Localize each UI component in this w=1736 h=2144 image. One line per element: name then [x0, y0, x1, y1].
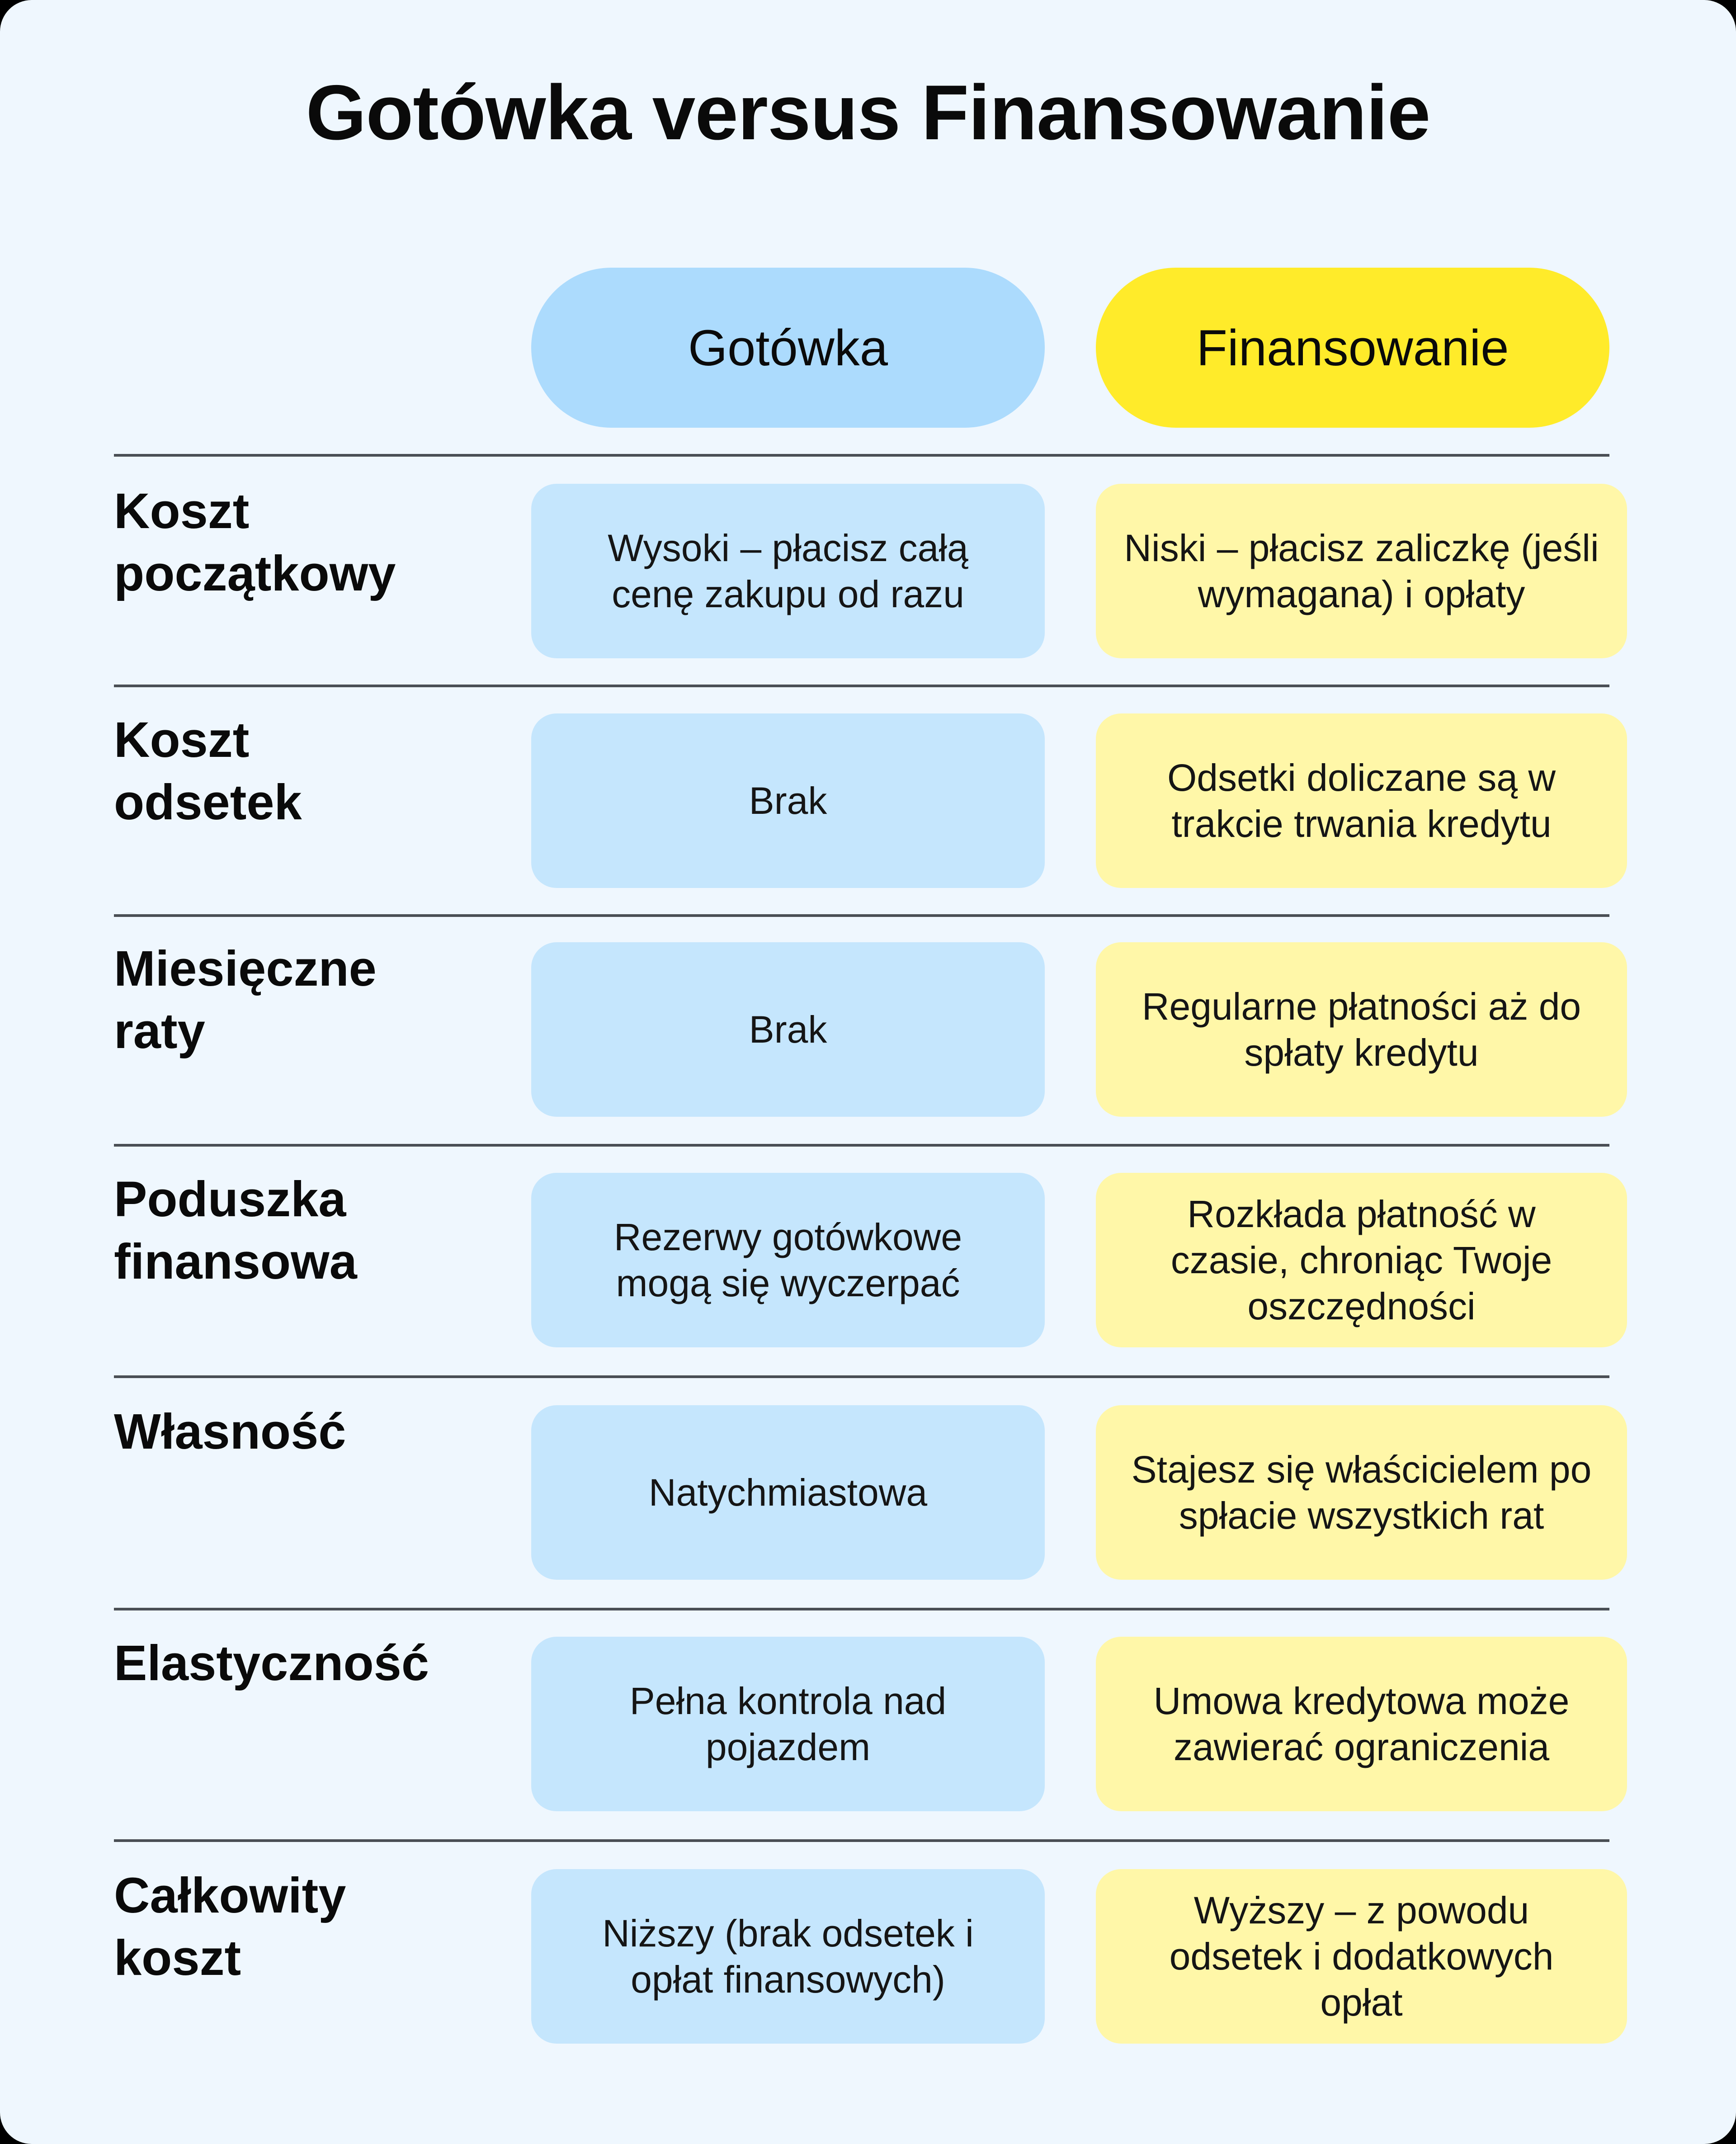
cash-cell [531, 484, 1045, 658]
finance-cell-text: Rozkłada płatność w czasie, chroniąc Twoje oszczędności [1170, 1193, 1552, 1327]
finance-cell-text: Regularne płatności aż do spłaty kredytu [1142, 985, 1581, 1074]
row-label: Koszt początkowy [114, 483, 396, 601]
row-divider [114, 914, 1609, 917]
row-label: Koszt odsetek [114, 712, 302, 830]
cash-cell-text: Natychmiastowa [648, 1471, 928, 1514]
row-label: Całkowity koszt [114, 1868, 346, 1986]
row-divider [114, 454, 1609, 457]
row-label: Elastyczność [114, 1635, 429, 1691]
cash-cell-text: Wysoki – płacisz całą cenę zakupu od razu [608, 527, 968, 615]
finance-cell [1096, 1405, 1627, 1580]
finance-cell-text: Wyższy – z powodu odsetek i dodatkowych opłat [1169, 1889, 1554, 2024]
finance-cell-text: Umowa kredytowa może zawierać ograniczenia [1153, 1680, 1570, 1768]
cash-cell [531, 1173, 1045, 1347]
cash-cell-text: Brak [749, 1008, 827, 1051]
finance-cell [1096, 484, 1627, 658]
row-divider [114, 1375, 1609, 1378]
finance-cell-text: Odsetki doliczane są w trakcie trwania kredytu [1167, 756, 1556, 845]
row-divider [114, 1144, 1609, 1147]
finance-cell [1096, 1869, 1627, 2044]
finance-cell [1096, 1637, 1627, 1811]
column-header-finance: Finansowanie [1096, 268, 1609, 428]
cash-cell-text: Brak [749, 779, 827, 822]
finance-cell-text: Niski – płacisz zaliczkę (jeśli wymagana) i opłaty [1124, 527, 1599, 615]
row-divider [114, 685, 1609, 687]
cash-cell-text: Rezerwy gotówkowe mogą się wyczerpać [613, 1216, 962, 1304]
cash-cell [531, 1869, 1045, 2044]
finance-cell [1096, 713, 1627, 888]
row-label: Własność [114, 1404, 346, 1459]
column-header-cash: Gotówka [531, 268, 1045, 428]
cash-cell [531, 1405, 1045, 1580]
cash-cell [531, 942, 1045, 1117]
cash-cell [531, 1637, 1045, 1811]
row-label: Poduszka finansowa [114, 1171, 357, 1289]
finance-cell-text: Stajesz się właścicielem po spłacie wszystkich rat [1131, 1448, 1592, 1537]
page-title: Gotówka versus Finansowanie [306, 69, 1430, 156]
cash-cell-text: Niższy (brak odsetek i opłat finansowych) [602, 1912, 974, 2001]
cash-cell-text: Pełna kontrola nad pojazdem [629, 1680, 947, 1768]
finance-cell [1096, 1173, 1627, 1347]
row-divider [114, 1608, 1609, 1610]
cash-cell [531, 713, 1045, 888]
row-divider [114, 1839, 1609, 1842]
finance-cell [1096, 942, 1627, 1117]
row-label: Miesięczne raty [114, 941, 377, 1059]
